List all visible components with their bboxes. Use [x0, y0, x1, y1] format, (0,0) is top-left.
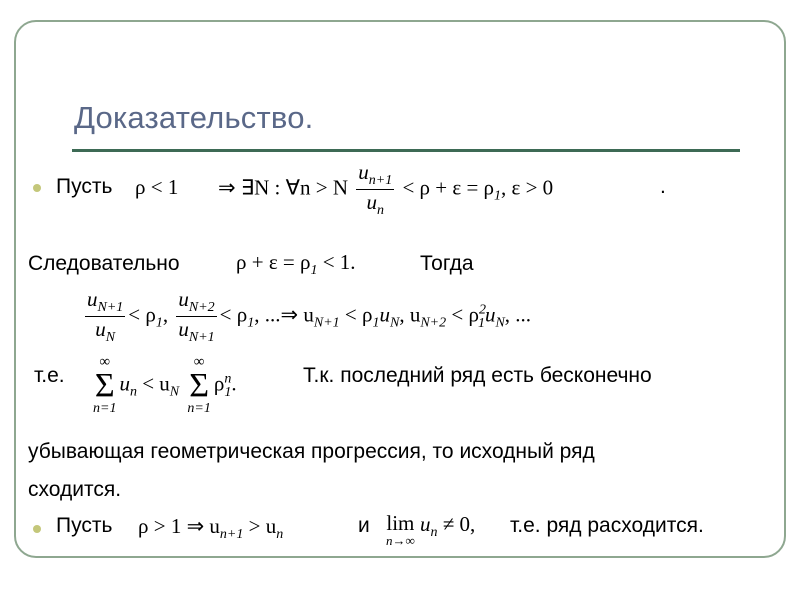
bullet2-text-i: и	[358, 514, 370, 537]
bullet2-label: Пусть	[56, 514, 113, 537]
bullet2-limit: lim n→∞ $u_n \ne 0$,	[386, 511, 476, 549]
line4-formula: ∞ Σ n=1 $u_n < u_N$ ∞ Σ n=1 $\rho^n_1$.	[93, 354, 237, 417]
bullet-icon	[33, 525, 41, 533]
ratio-fraction-2: $\frac{u_{N+2}}{u_{N+1}}$	[178, 287, 215, 346]
line2-text-togda: Тогда	[420, 252, 474, 275]
bullet2-text-end: т.е. ряд расходится.	[510, 514, 704, 537]
line6-text: сходится.	[28, 478, 122, 501]
bullet-icon	[33, 184, 41, 192]
line3-formula: $\frac{u_{N+1}}{u_N}$ < $\rho_1$, $\frac{u_{N+2}}{u_{N+1}}$ < $\rho_1$, ...⇒ $u_{N+1} < \rho_1u_N$, $u_{N+2} < \rho^2_1u_N$, ...	[87, 287, 532, 346]
sum-sign-2: ∞ Σ n=1	[187, 354, 211, 417]
line2-formula: $\rho + \varepsilon = \rho_1 < 1$.	[236, 250, 356, 279]
sum-sign-1: ∞ Σ n=1	[93, 354, 117, 417]
ratio-fraction: $\frac{u_{n+1}}{u_n}$	[358, 160, 393, 219]
line4-text-tk: Т.к. последний ряд есть бесконечно	[303, 364, 652, 387]
line5-text: убывающая геометрическая прогрессия, то исходный ряд	[28, 440, 595, 463]
bullet1-formula: ⇒ ∃N : ∀n > N $\frac{u_{n+1}}{u_n}$ < $\rho + \varepsilon = \rho_1$, ε > 0	[218, 160, 554, 219]
line2-text-sled: Следовательно	[28, 252, 180, 275]
line4-text-te: т.е.	[34, 364, 65, 387]
title-underline	[72, 149, 740, 152]
slide-title: Доказательство.	[74, 100, 314, 135]
bullet1-condition: ρ < 1	[135, 175, 179, 199]
bullet1-dot: .	[660, 175, 666, 198]
bullet1-label: Пусть	[56, 175, 113, 198]
ratio-fraction-1: $\frac{u_{N+1}}{u_N}$	[87, 287, 124, 346]
bullet2-formula: ρ > 1 ⇒ $u_{n+1} > u_n$	[138, 514, 284, 543]
limit-operator: lim n→∞	[386, 511, 415, 549]
